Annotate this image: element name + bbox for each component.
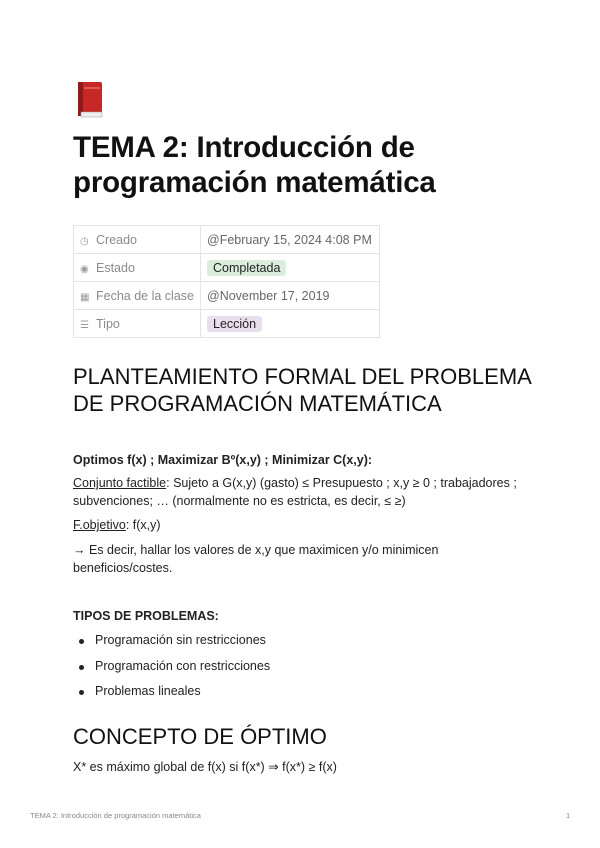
funcion-objetivo-text: : f(x,y) [125,518,161,532]
property-row [74,254,380,282]
property-value: @February 15, 2024 4:08 PM [207,232,372,247]
list-item: Problemas lineales [73,679,270,705]
property-key-cell [74,254,201,282]
property-key: Fecha de la clase [96,288,194,303]
properties-table [73,225,380,338]
property-key-cell [74,310,201,338]
tipos-list [73,628,270,705]
property-value-cell [201,226,380,254]
status-badge: Lección [207,316,262,332]
conjunto-factible-paragraph [73,474,528,510]
clock-icon: ◷ [80,235,89,247]
property-key: Creado [96,232,137,247]
footer-page-number: 1 [566,811,571,820]
footer-title: TEMA 2: Introducción de programación matemática [30,811,201,820]
section-heading-planteamiento: PLANTEAMIENTO FORMAL DEL PROBLEMA DE PROGRAMACIÓN MATEMÁTICA [73,364,531,416]
property-value-cell [201,254,380,282]
arrow-note: → Es decir, hallar los valores de x,y que maximicen y/o minimicen beneficios/costes. [73,543,439,575]
calendar-icon: ▦ [80,291,90,303]
page-title: TEMA 2: Introducción de programación matemática [73,131,436,199]
property-row [74,310,380,338]
list-item: Programación sin restricciones [73,628,270,654]
list-icon: ☰ [80,319,89,331]
status-badge: Completada [207,260,286,276]
conjunto-factible-text: : Sujeto a G(x,y) (gasto) ≤ Presupuesto ; x,y ≥ 0 ; trabajadores ; subvenciones; … (normalmente no es estricta, es decir, ≤ ≥) [73,476,517,508]
conjunto-factible-label: Conjunto factible [73,476,167,490]
property-key-cell [74,282,201,310]
status-icon: ◉ [80,263,89,275]
property-value-cell [201,310,380,338]
property-row [74,282,380,310]
optimo-definition: X* es máximo global de f(x) si f(x*) ⇒ f(x*) ≥ f(x) [73,760,337,774]
property-value: @November 17, 2019 [207,288,330,303]
property-key-cell [74,226,201,254]
list-item: Programación con restricciones [73,654,270,680]
section-heading-concepto-optimo: CONCEPTO DE ÓPTIMO [73,724,327,749]
property-key: Tipo [96,316,120,331]
property-row [74,226,380,254]
tipos-heading: TIPOS DE PROBLEMAS: [73,609,219,623]
funcion-objetivo-paragraph [73,516,528,534]
property-key: Estado [96,260,135,275]
optimos-line: Optimos f(x) ; Maximizar Bº(x,y) ; Minimizar C(x,y): [73,453,373,467]
property-value-cell [201,282,380,310]
red-book-icon [75,80,105,120]
funcion-objetivo-label: F.objetivo [73,518,126,532]
